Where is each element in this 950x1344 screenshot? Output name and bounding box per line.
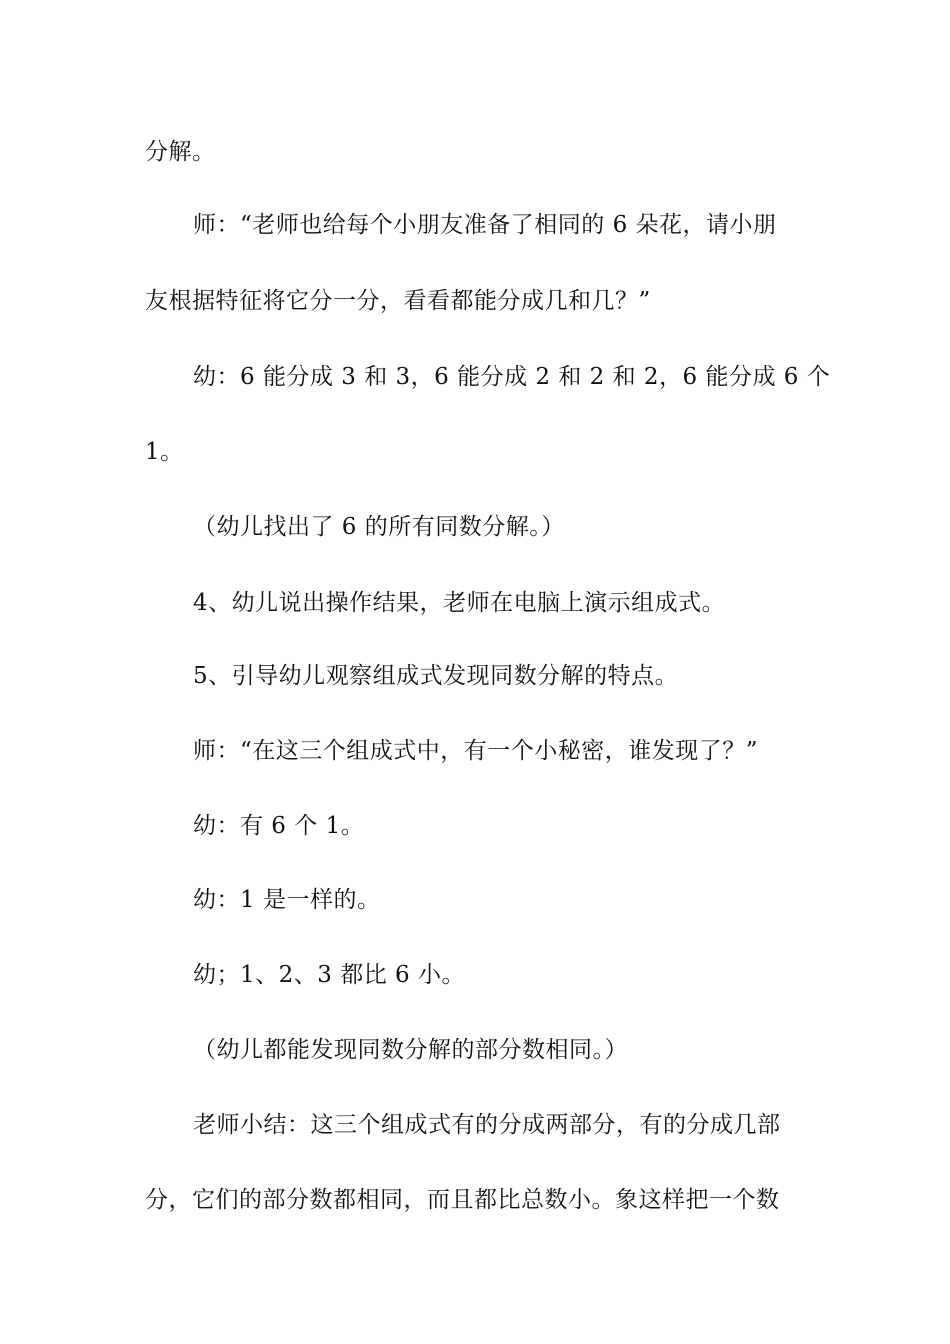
step-5-line: 5、引导幼儿观察组成式发现同数分解的特点。 <box>193 663 679 689</box>
child-answer-line: 幼：6 能分成 3 和 3，6 能分成 2 和 2 和 2，6 能分成 6 个 <box>193 364 831 390</box>
teacher-question-line-2: 师：“在这三个组成式中，有一个小秘密，谁发现了？” <box>193 738 759 764</box>
child-answer-line-2: 幼：有 6 个 1。 <box>193 813 365 839</box>
text-line-continuation: 分解。 <box>145 139 216 165</box>
teacher-question-continuation: 友根据特征将它分一分，看看都能分成几和几？” <box>145 288 651 314</box>
step-4-line: 4、幼儿说出操作结果，老师在电脑上演示组成式。 <box>193 590 726 616</box>
teacher-question-line: 师：“老师也给每个小朋友准备了相同的 6 朵花，请小朋 <box>193 212 777 238</box>
teacher-summary-line: 老师小结：这三个组成式有的分成两部分，有的分成几部 <box>193 1112 781 1138</box>
teacher-summary-continuation: 分，它们的部分数都相同，而且都比总数小。象这样把一个数 <box>145 1187 780 1213</box>
child-answer-line-4: 幼；1、2、3 都比 6 小。 <box>193 962 465 988</box>
note-line: （幼儿找出了 6 的所有同数分解。） <box>193 514 565 540</box>
child-answer-line-3: 幼：1 是一样的。 <box>193 887 381 913</box>
note-line-2: （幼儿都能发现同数分解的部分数相同。） <box>193 1037 628 1063</box>
child-answer-continuation: 1。 <box>145 439 184 465</box>
